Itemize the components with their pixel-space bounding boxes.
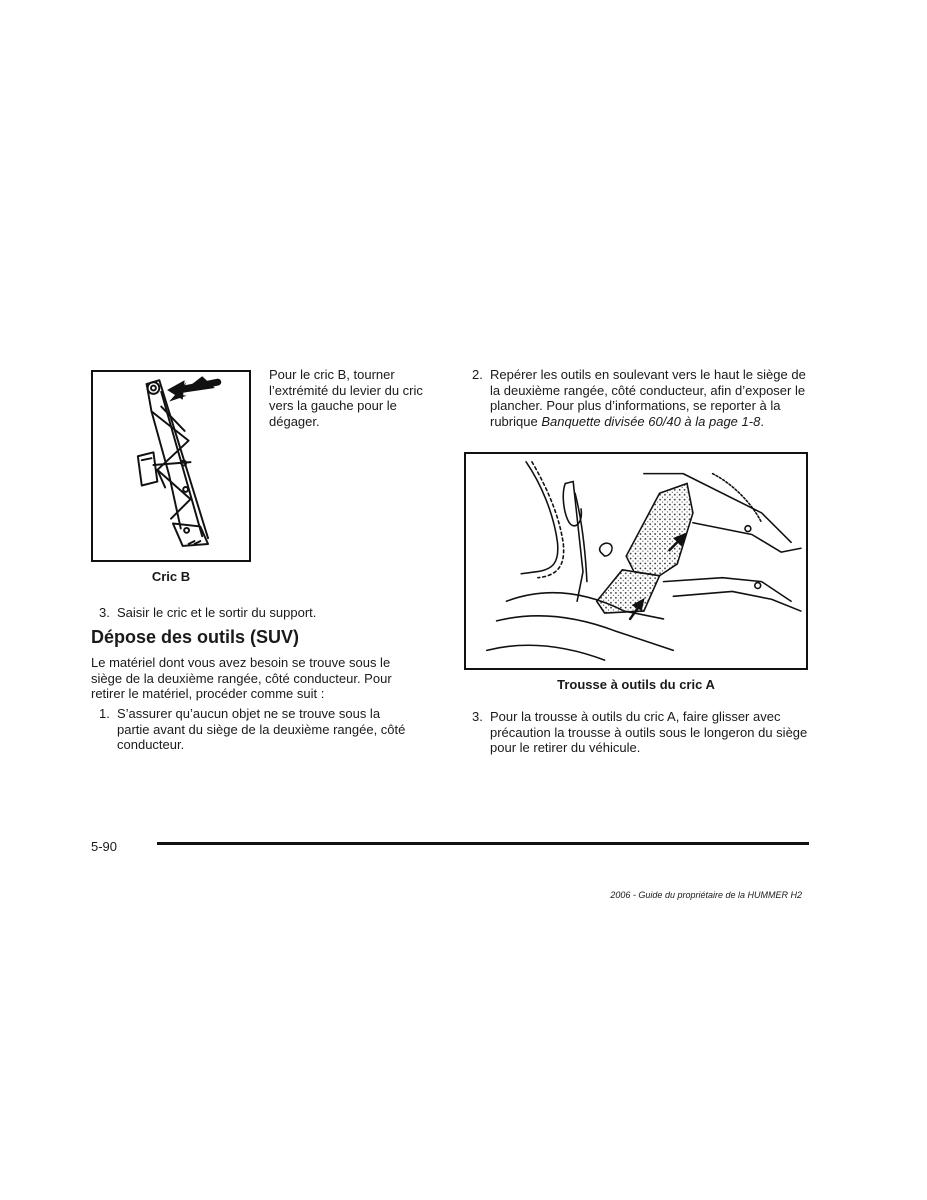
step-number: 3. xyxy=(99,605,110,620)
step-text: Saisir le cric et le sortir du support. xyxy=(117,605,317,620)
step-3-left xyxy=(99,605,429,621)
step-number: 3. xyxy=(472,709,483,724)
document-title: 2006 - Guide du propriétaire de la HUMMER H2 xyxy=(610,890,802,900)
figure-tool-kit-a xyxy=(464,452,808,670)
page-number: 5-90 xyxy=(91,839,118,854)
step-number: 2. xyxy=(472,367,483,382)
step-body: Repérer les outils en soulevant vers le haut le siège de la deuxième rangée, côté conducteur, afin d’exposer le plancher. Pour plus d’informations, se reporter à la rubrique xyxy=(490,367,806,429)
section-heading: Dépose des outils (SUV) xyxy=(91,627,300,647)
step-number: 1. xyxy=(99,706,110,721)
figure-b-caption: Cric B xyxy=(151,569,191,584)
footer-rule xyxy=(157,842,809,845)
cross-reference-link[interactable]: Banquette divisée 60/40 à la page 1-8 xyxy=(541,413,761,429)
figure-a-caption: Trousse à outils du cric A xyxy=(557,677,715,692)
section-paragraph: Le matériel dont vous avez besoin se trouve sous le siège de la deuxième rangée, côté conducteur. Pour retirer le matériel, procéder comme suit : xyxy=(91,655,392,701)
step-end: . xyxy=(760,413,764,429)
step-text: S’assurer qu’aucun objet ne se trouve sous la partie avant du siège de la deuxième rangée, côté conducteur. xyxy=(117,706,406,752)
step-3-right xyxy=(472,709,808,756)
step-1 xyxy=(99,706,409,753)
intro-jack-b: Pour le cric B, tourner l’extrémité du levier du cric vers la gauche pour le dégager. xyxy=(269,367,423,429)
tool-kit-a-illustration xyxy=(466,454,806,668)
tool-bag xyxy=(626,483,693,575)
tool-bag-lower xyxy=(597,570,660,613)
step-text xyxy=(490,367,808,429)
figure-jack-b xyxy=(91,370,251,562)
step-2-right xyxy=(472,367,808,429)
jack-b-illustration xyxy=(93,372,249,560)
step-text: Pour la trousse à outils du cric A, faire glisser avec précaution la trousse à outils sous le longeron du siège pour le retirer du véhicule. xyxy=(490,709,808,755)
